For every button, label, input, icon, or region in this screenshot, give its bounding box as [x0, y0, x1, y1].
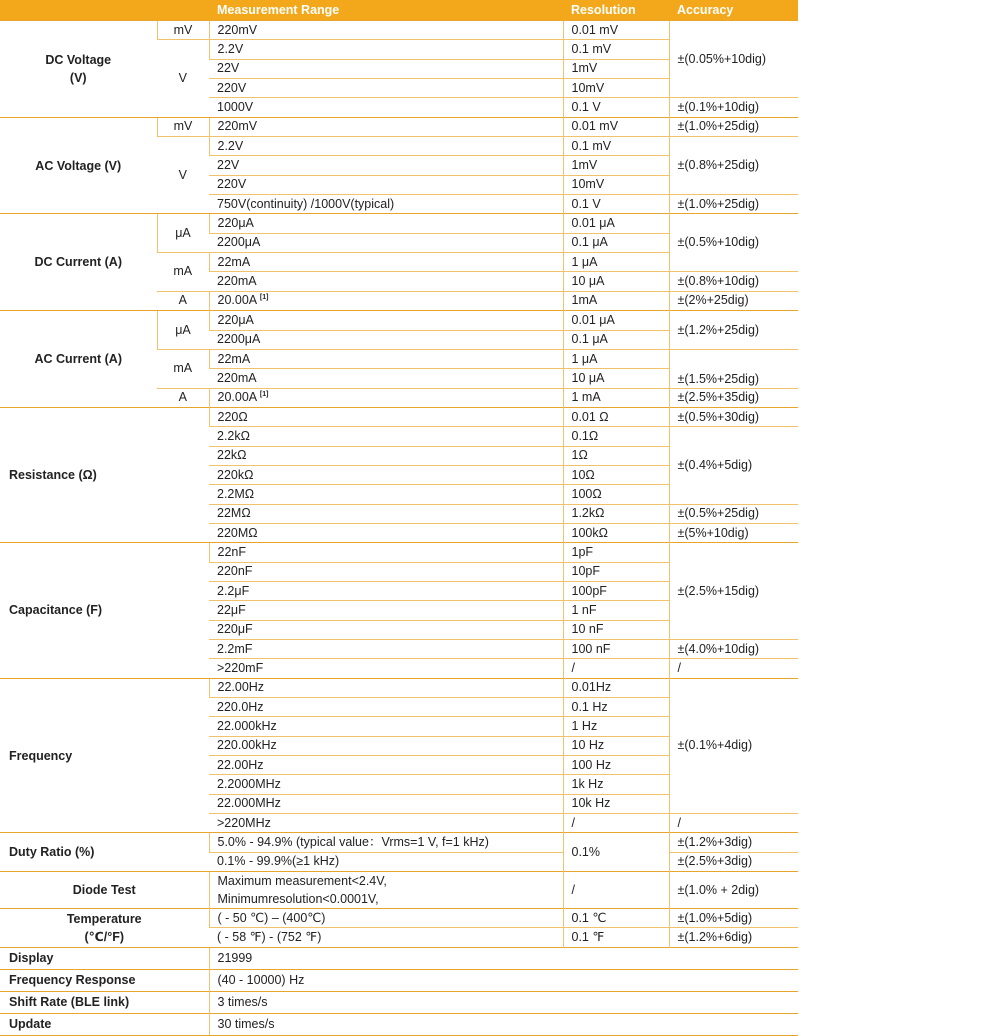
resolution-cell: 10pF	[563, 562, 669, 581]
accuracy-cell: ±(1.0%+5dig)	[669, 909, 798, 928]
resolution-cell: 0.1 ℃	[563, 909, 669, 928]
range-cell: 2.2V	[209, 137, 563, 156]
accuracy-cell: ±(5%+10dig)	[669, 523, 798, 542]
unit-cell: V	[157, 137, 209, 214]
resolution-cell: 0.1Ω	[563, 427, 669, 446]
range-cell: 22kΩ	[209, 446, 563, 465]
range-cell: 1000V	[209, 98, 563, 117]
range-cell: 2.2μF	[209, 581, 563, 600]
dc-voltage-label: DC Voltage (V)	[0, 21, 157, 118]
range-value: 20.00A	[217, 390, 257, 405]
range-cell: 220kΩ	[209, 465, 563, 484]
resolution-cell: 0.01 μA	[563, 214, 669, 233]
resolution-cell: 10 nF	[563, 620, 669, 639]
resolution-cell: 0.1 Hz	[563, 698, 669, 717]
dc-current-label: DC Current (A)	[0, 214, 157, 311]
header-blank-1	[0, 0, 157, 21]
unit-cell: V	[157, 40, 209, 117]
table-row	[0, 214, 798, 233]
footnote-marker: [1]	[259, 391, 269, 399]
range-cell: 220μA	[209, 214, 563, 233]
unit-cell: mV	[157, 117, 209, 136]
resolution-cell: 1 μA	[563, 349, 669, 368]
resolution-cell: /	[563, 872, 669, 909]
ac-current-label: AC Current (A)	[0, 311, 157, 408]
header-range: Measurement Range	[209, 0, 563, 21]
resistance-label: Resistance (Ω)	[0, 407, 209, 542]
range-cell: 2200μA	[209, 233, 563, 252]
resolution-cell: 10 Hz	[563, 736, 669, 755]
frequency-response-value: (40 - 10000) Hz	[209, 969, 798, 991]
diode-test-label: Diode Test	[0, 872, 209, 909]
range-cell: 22MΩ	[209, 504, 563, 523]
table-row	[0, 117, 798, 136]
resolution-cell: 0.1 ℉	[563, 928, 669, 947]
unit-cell: μA	[157, 311, 209, 350]
resolution-cell: 1 nF	[563, 601, 669, 620]
header-resolution: Resolution	[563, 0, 669, 21]
resolution-cell: 10 μA	[563, 272, 669, 291]
range-cell: 2.2kΩ	[209, 427, 563, 446]
resolution-cell: 0.01 Ω	[563, 407, 669, 426]
resolution-cell: 1 mA	[563, 388, 669, 407]
table-row	[0, 909, 798, 928]
resolution-cell: 0.1 mV	[563, 137, 669, 156]
range-cell: 220.0Hz	[209, 698, 563, 717]
shift-rate-value: 3 times/s	[209, 991, 798, 1013]
unit-cell: μA	[157, 214, 209, 253]
range-cell: 220mV	[209, 21, 563, 40]
display-label: Display	[0, 947, 209, 969]
ac-voltage-label: AC Voltage (V)	[0, 117, 157, 214]
accuracy-cell: /	[669, 814, 798, 833]
range-cell: 2.2V	[209, 40, 563, 59]
range-cell	[209, 872, 563, 909]
resolution-cell: 10k Hz	[563, 794, 669, 813]
range-cell: 220mA	[209, 369, 563, 388]
range-cell: 5.0% - 94.9% (typical value：Vrms=1 V, f=1 kHz)	[209, 833, 563, 852]
range-cell: ( - 50 ℃) – (400℃)	[209, 909, 563, 928]
accuracy-cell: ±(1.2%+3dig)	[669, 833, 798, 852]
accuracy-cell: ±(0.05%+10dig)	[669, 21, 798, 98]
table-row	[0, 833, 798, 852]
resolution-cell: 0.1 mV	[563, 40, 669, 59]
accuracy-cell: ±(1.0%+25dig)	[669, 117, 798, 136]
range-cell: 22nF	[209, 543, 563, 562]
range-cell: >220mF	[209, 659, 563, 678]
resolution-cell: 100kΩ	[563, 523, 669, 542]
range-cell: 2200μA	[209, 330, 563, 349]
frequency-label: Frequency	[0, 678, 209, 833]
range-cell: 220μA	[209, 311, 563, 330]
range-cell	[209, 291, 563, 310]
range-cell: 220V	[209, 79, 563, 98]
accuracy-cell: ±(0.4%+5dig)	[669, 427, 798, 504]
resolution-cell: 10Ω	[563, 465, 669, 484]
accuracy-cell: ±(0.8%+25dig)	[669, 137, 798, 195]
resolution-cell: 0.1 μA	[563, 233, 669, 252]
range-cell: 220.00kHz	[209, 736, 563, 755]
accuracy-cell: ±(2.5%+15dig)	[669, 543, 798, 640]
unit-cell: A	[157, 291, 209, 310]
resolution-cell: 100 Hz	[563, 756, 669, 775]
accuracy-cell: ±(4.0%+10dig)	[669, 640, 798, 659]
range-cell: 220mV	[209, 117, 563, 136]
accuracy-cell: ±(1.2%+6dig)	[669, 928, 798, 947]
accuracy-cell: ±(1.2%+25dig)	[669, 311, 798, 350]
footnote-marker: [1]	[259, 294, 269, 302]
range-cell: 220V	[209, 175, 563, 194]
resolution-cell: 1 Hz	[563, 717, 669, 736]
shift-rate-label: Shift Rate (BLE link)	[0, 991, 209, 1013]
range-cell: 22.000kHz	[209, 717, 563, 736]
range-cell: 220μF	[209, 620, 563, 639]
table-row	[0, 991, 798, 1013]
range-cell	[209, 388, 563, 407]
resolution-cell: 100pF	[563, 581, 669, 600]
range-cell: ( - 58 ℉) - (752 ℉)	[209, 928, 563, 947]
accuracy-cell: ±(0.8%+10dig)	[669, 272, 798, 291]
header-accuracy: Accuracy	[669, 0, 798, 21]
table-row	[0, 678, 798, 697]
header-blank-2	[157, 0, 209, 21]
update-value: 30 times/s	[209, 1013, 798, 1035]
resolution-cell: 1 μA	[563, 253, 669, 272]
accuracy-cell: ±(0.5%+30dig)	[669, 407, 798, 426]
range-cell: 220nF	[209, 562, 563, 581]
resolution-cell: 100Ω	[563, 485, 669, 504]
resolution-cell: 10mV	[563, 175, 669, 194]
range-cell: 750V(continuity) /1000V(typical)	[209, 195, 563, 214]
unit-cell: mV	[157, 21, 209, 40]
resolution-cell: 1mV	[563, 59, 669, 78]
range-cell: 2.2mF	[209, 640, 563, 659]
resolution-cell: 1mV	[563, 156, 669, 175]
unit-cell: mA	[157, 349, 209, 388]
display-value: 21999	[209, 947, 798, 969]
frequency-response-label: Frequency Response	[0, 969, 209, 991]
resolution-cell: 0.1 V	[563, 98, 669, 117]
resolution-cell: /	[563, 659, 669, 678]
range-cell: 22.00Hz	[209, 756, 563, 775]
table-row	[0, 1013, 798, 1035]
accuracy-cell: ±(1.0% + 2dig)	[669, 872, 798, 909]
header-row	[0, 0, 798, 21]
range-cell: >220MHz	[209, 814, 563, 833]
resolution-cell: 0.1 V	[563, 195, 669, 214]
resolution-cell: 1.2kΩ	[563, 504, 669, 523]
accuracy-cell: ±(1.0%+25dig)	[669, 195, 798, 214]
range-cell: 2.2000MHz	[209, 775, 563, 794]
diode-range-line-1: Maximum measurement<2.4V,	[217, 874, 387, 889]
accuracy-cell: ±(1.5%+25dig)	[669, 349, 798, 388]
table-row	[0, 872, 798, 909]
resolution-cell: 10 μA	[563, 369, 669, 388]
accuracy-cell: ±(0.5%+25dig)	[669, 504, 798, 523]
diode-range-line-2: Minimumresolution<0.0001V,	[217, 892, 379, 907]
accuracy-cell: ±(0.1%+4dig)	[669, 678, 798, 813]
accuracy-cell: ±(0.5%+10dig)	[669, 214, 798, 272]
range-cell: 22.00Hz	[209, 678, 563, 697]
accuracy-cell: ±(2%+25dig)	[669, 291, 798, 310]
range-cell: 22mA	[209, 253, 563, 272]
unit-cell: mA	[157, 253, 209, 292]
range-cell: 2.2MΩ	[209, 485, 563, 504]
range-cell: 22μF	[209, 601, 563, 620]
range-cell: 22mA	[209, 349, 563, 368]
capacitance-label: Capacitance (F)	[0, 543, 209, 678]
range-cell: 22V	[209, 156, 563, 175]
range-cell: 220MΩ	[209, 523, 563, 542]
table-row	[0, 21, 798, 40]
accuracy-cell: ±(0.1%+10dig)	[669, 98, 798, 117]
accuracy-cell: ±(2.5%+3dig)	[669, 852, 798, 871]
table-row	[0, 407, 798, 426]
temperature-label: Temperature (℃/°F)	[0, 909, 209, 948]
resolution-cell: 1k Hz	[563, 775, 669, 794]
accuracy-cell: ±(2.5%+35dig)	[669, 388, 798, 407]
range-cell: 220Ω	[209, 407, 563, 426]
resolution-cell: 0.01 mV	[563, 117, 669, 136]
resolution-cell: 10mV	[563, 79, 669, 98]
resolution-cell: 0.01 mV	[563, 21, 669, 40]
resolution-cell: 1mA	[563, 291, 669, 310]
resolution-cell: /	[563, 814, 669, 833]
table-row	[0, 947, 798, 969]
table-row	[0, 543, 798, 562]
unit-cell: A	[157, 388, 209, 407]
resolution-cell: 1Ω	[563, 446, 669, 465]
range-cell: 220mA	[209, 272, 563, 291]
table-row	[0, 969, 798, 991]
resolution-cell: 0.01 μA	[563, 311, 669, 330]
resolution-cell: 0.1%	[563, 833, 669, 872]
range-cell: 22V	[209, 59, 563, 78]
accuracy-cell: /	[669, 659, 798, 678]
range-cell: 0.1% - 99.9%(≥1 kHz)	[209, 852, 563, 871]
range-value: 20.00A	[217, 293, 257, 308]
resolution-cell: 100 nF	[563, 640, 669, 659]
duty-ratio-label: Duty Ratio (%)	[0, 833, 209, 872]
range-cell: 22.000MHz	[209, 794, 563, 813]
update-label: Update	[0, 1013, 209, 1035]
table-row	[0, 311, 798, 330]
resolution-cell: 1pF	[563, 543, 669, 562]
resolution-cell: 0.1 μA	[563, 330, 669, 349]
resolution-cell: 0.01Hz	[563, 678, 669, 697]
